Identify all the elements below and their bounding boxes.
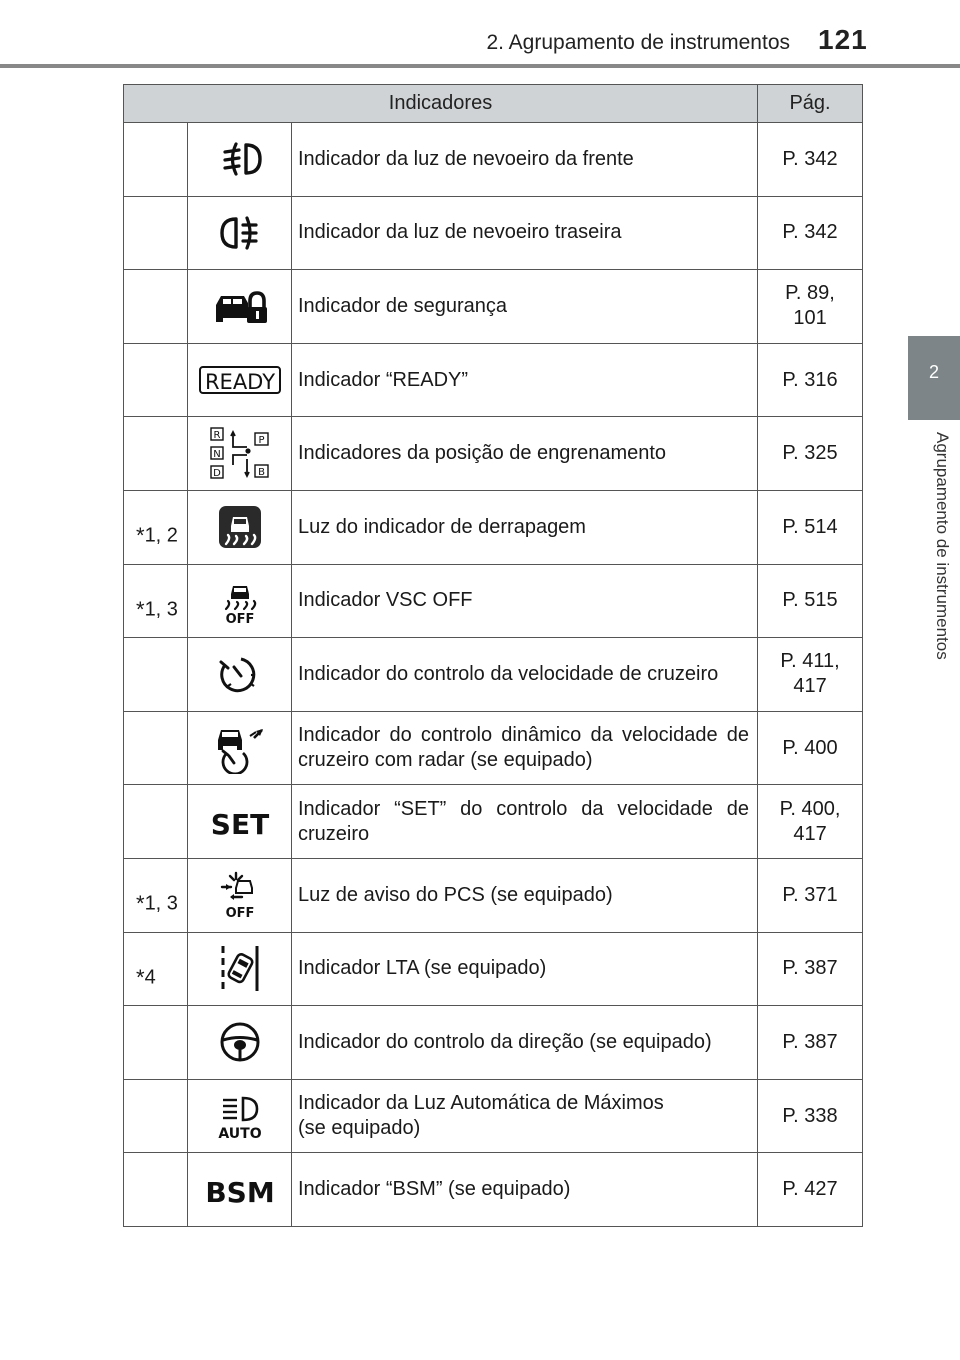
page-reference-text: P. 400	[782, 736, 838, 759]
indicators-table	[123, 84, 863, 1227]
page-reference	[758, 1079, 863, 1153]
ready-icon-text: READY	[204, 370, 275, 395]
footnote-ref	[124, 638, 188, 712]
indicator-description-text: Luz do indicador de derrapagem	[298, 515, 586, 538]
page-reference-text: P. 338	[782, 1104, 838, 1127]
footnote-numbers: 4	[144, 966, 156, 989]
shift-position-icon	[188, 417, 292, 491]
set-icon	[188, 785, 292, 859]
footnote-ref	[124, 1006, 188, 1080]
indicator-description-text: Indicador “BSM” (se equipado)	[298, 1178, 571, 1201]
table-row	[124, 1153, 863, 1227]
page-header	[0, 0, 960, 66]
footnote-ref	[124, 564, 188, 638]
footnote-ref	[124, 417, 188, 491]
auto-high-beam-icon	[188, 1079, 292, 1153]
page-reference-text: P. 400, 417	[779, 797, 841, 845]
indicator-description	[292, 417, 758, 491]
table-row	[124, 932, 863, 1006]
indicator-description-text: Indicadores da posição de engrenamento	[298, 442, 667, 465]
radar-cruise-icon	[188, 711, 292, 785]
indicator-description	[292, 1006, 758, 1080]
page-reference	[758, 785, 863, 859]
indicator-description-text: Indicador LTA (se equipado)	[298, 957, 547, 980]
indicator-description-text: Indicador “SET” do controlo da velocidade de cruzeiro	[298, 797, 750, 845]
asterisk-icon: *	[136, 891, 145, 917]
indicator-description	[292, 123, 758, 197]
page-reference-text: P. 342	[782, 147, 838, 170]
table-row	[124, 270, 863, 344]
footnote-ref	[124, 343, 188, 417]
page-reference	[758, 270, 863, 344]
ready-icon	[188, 343, 292, 417]
footnote-ref	[124, 932, 188, 1006]
page-reference	[758, 638, 863, 712]
indicator-description-text: Indicador do controlo da velocidade de cruzeiro	[298, 662, 719, 685]
svg-text:P: P	[257, 434, 265, 446]
page-reference-text: P. 427	[782, 1178, 838, 1201]
header-divider	[0, 64, 960, 68]
front-fog-light-icon	[188, 123, 292, 197]
set-icon-text: SET	[210, 807, 269, 840]
indicator-description	[292, 638, 758, 712]
footnote-ref	[124, 270, 188, 344]
cruise-control-icon	[188, 638, 292, 712]
page-reference-text: P. 89, 101	[785, 282, 835, 330]
page-reference-text: P. 411, 417	[780, 650, 840, 698]
asterisk-icon: *	[136, 596, 145, 622]
table-row	[124, 564, 863, 638]
footnote-ref	[124, 1153, 188, 1227]
chapter-side-label-text: Agrupamento de instrumentos	[933, 432, 952, 660]
page-reference-text: P. 514	[782, 515, 838, 538]
footnote-ref	[124, 123, 188, 197]
page-reference	[758, 858, 863, 932]
pcs-off-icon	[188, 858, 292, 932]
footnote-numbers: 1, 2	[144, 524, 178, 547]
bsm-icon	[188, 1153, 292, 1227]
indicator-description	[292, 711, 758, 785]
indicator-description	[292, 270, 758, 344]
table-row	[124, 417, 863, 491]
table-row	[124, 343, 863, 417]
svg-text:N: N	[212, 448, 221, 460]
indicator-description	[292, 932, 758, 1006]
indicator-description	[292, 564, 758, 638]
rear-fog-light-icon	[188, 196, 292, 270]
indicator-description	[292, 196, 758, 270]
page-number: 121	[818, 24, 868, 55]
table-row	[124, 490, 863, 564]
page-reference-text: P. 387	[782, 1030, 838, 1053]
page-reference	[758, 417, 863, 491]
chapter-number: 2	[928, 362, 939, 382]
table-row	[124, 858, 863, 932]
page-reference-text: P. 316	[782, 368, 838, 391]
page-reference	[758, 1153, 863, 1227]
indicator-description-text: Indicador da Luz Automática de Máximos (se equipado)	[298, 1092, 664, 1140]
vsc-off-icon	[188, 564, 292, 638]
page-reference	[758, 343, 863, 417]
page-reference	[758, 711, 863, 785]
asterisk-icon: *	[136, 964, 145, 990]
indicator-description-text: Indicador do controlo da direção (se equipado)	[298, 1030, 712, 1053]
page-reference	[758, 196, 863, 270]
indicator-description	[292, 490, 758, 564]
header-page: Pág.	[758, 85, 863, 123]
indicator-description	[292, 785, 758, 859]
chapter-tab	[908, 336, 960, 420]
header-indicators: Indicadores	[124, 85, 758, 123]
table-row	[124, 711, 863, 785]
page-reference-text: P. 515	[782, 589, 838, 612]
security-lock-icon	[188, 270, 292, 344]
indicator-description	[292, 858, 758, 932]
vsc-off-text: OFF	[225, 611, 254, 625]
table-header-row	[124, 85, 863, 123]
page-reference-text: P. 325	[782, 442, 838, 465]
indicator-description	[292, 1079, 758, 1153]
page-reference	[758, 932, 863, 1006]
page-reference	[758, 123, 863, 197]
page-reference	[758, 1006, 863, 1080]
table-row	[124, 196, 863, 270]
footnote-numbers: 1, 3	[144, 892, 178, 915]
indicator-description-text: Indicador de segurança	[298, 294, 508, 317]
chapter-side-label	[934, 432, 952, 712]
footnote-numbers: 1, 3	[144, 598, 178, 621]
footnote-ref	[124, 711, 188, 785]
bsm-icon-text: BSM	[204, 1175, 275, 1208]
page-reference	[758, 564, 863, 638]
footnote-ref	[124, 490, 188, 564]
indicator-description-text: Indicador do controlo dinâmico da velocidade de cruzeiro com radar (se equipado)	[298, 724, 750, 772]
indicator-description-text: Indicador “READY”	[298, 368, 469, 391]
indicator-description-text: Luz de aviso do PCS (se equipado)	[298, 883, 613, 906]
lta-icon	[188, 932, 292, 1006]
footnote-ref	[124, 785, 188, 859]
svg-text:B: B	[257, 466, 265, 478]
pcs-off-text: OFF	[225, 906, 254, 921]
svg-text:D: D	[212, 467, 221, 479]
svg-text:R: R	[213, 429, 220, 441]
page-reference-text: P. 371	[782, 883, 838, 906]
table-row	[124, 638, 863, 712]
page-reference-text: P. 387	[782, 957, 838, 980]
footnote-ref	[124, 196, 188, 270]
footnote-ref	[124, 1079, 188, 1153]
table-row	[124, 1006, 863, 1080]
indicator-description-text: Indicador da luz de nevoeiro da frente	[298, 147, 634, 170]
section-title: 2. Agrupamento de instrumentos	[486, 31, 790, 54]
indicator-description-text: Indicador da luz de nevoeiro traseira	[298, 221, 622, 244]
auto-icon-text: AUTO	[217, 1126, 262, 1141]
page-reference	[758, 490, 863, 564]
table-row	[124, 785, 863, 859]
asterisk-icon: *	[136, 523, 145, 549]
footnote-ref	[124, 858, 188, 932]
indicator-description	[292, 1153, 758, 1227]
page-reference-text: P. 342	[782, 221, 838, 244]
slip-indicator-icon	[188, 490, 292, 564]
table-row	[124, 1079, 863, 1153]
table-row	[124, 123, 863, 197]
steering-wheel-icon	[188, 1006, 292, 1080]
indicator-description	[292, 343, 758, 417]
indicator-description-text: Indicador VSC OFF	[298, 589, 473, 612]
